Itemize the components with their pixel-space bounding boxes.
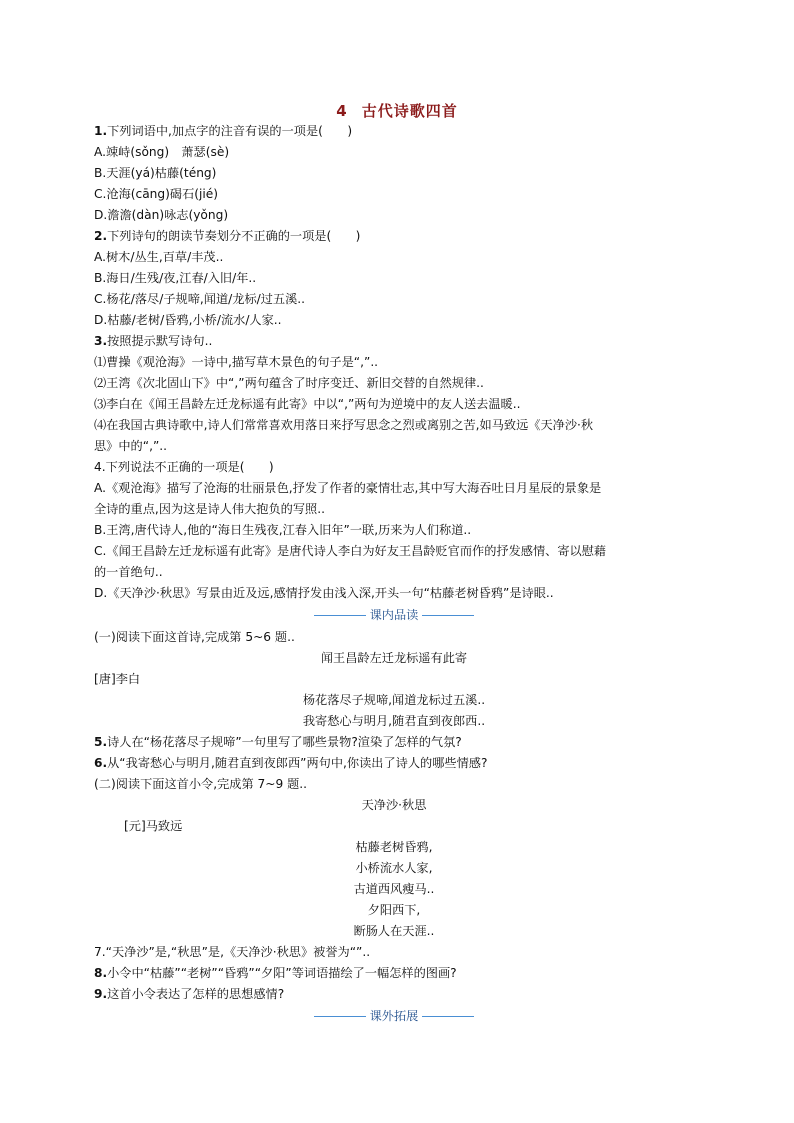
q3-item-1: ⑴曹操《观沧海》一诗中,描写草木景色的句子是“,”.. [94, 355, 379, 369]
poem2-line-1: 枯藤老树昏鸦, [355, 840, 433, 854]
q3-stem: 3.按照提示默写诗句.. [94, 334, 213, 348]
q3-item-3: ⑶李白在《闻王昌龄左迁龙标遥有此寄》中以“,”两句为逆境中的友人送去温暖.. [94, 397, 521, 411]
q1-stem: 1.下列词语中,加点字的注音有误的一项是( ) [94, 124, 353, 138]
section-heading-in-class: 课内品读 [94, 604, 694, 627]
q1-option-a: A.竦峙(sǒng) 萧瑟(sè) [94, 145, 230, 159]
q3-item-2: ⑵王湾《次北固山下》中“,”两句蕴含了时序变迁、新旧交替的自然规律.. [94, 376, 484, 390]
page-title [0, 100, 794, 121]
q2-option-d: D.枯藤/老树/昏鸦,小桥/流水/人家.. [94, 313, 282, 327]
q9: 9.这首小令表达了怎样的思想感情? [94, 987, 285, 1001]
q2-stem: 2.下列诗句的朗读节奏划分不正确的一项是( ) [94, 229, 361, 243]
q8: 8.小令中“枯藤”“老树”“昏鸦”“夕阳”等词语描绘了一幅怎样的图画? [94, 966, 457, 980]
poem2-title: 天净沙·秋思 [361, 798, 427, 812]
q1-option-c: C.沧海(cāng)碣石(jié) [94, 187, 219, 201]
q2-option-b: B.海日/生残/夜,江春/入旧/年.. [94, 271, 257, 285]
q1-option-b: B.天涯(yá)枯藤(téng) [94, 166, 217, 180]
q3-item-4-line1: ⑷在我国古典诗歌中,诗人们常常喜欢用落日来抒写思念之烈或离别之苦,如马致远《天净沙·秋 [94, 418, 594, 432]
section-line-left [314, 1016, 366, 1017]
poem2-author: [元]马致远 [124, 819, 183, 833]
poem1-line-2: 我寄愁心与明月,随君直到夜郎西.. [302, 714, 486, 728]
lesson-title: 古代诗歌四首 [361, 102, 458, 120]
section-line-left [314, 615, 366, 616]
q2-option-c: C.杨花/落尽/子规啼,闻道/龙标/过五溪.. [94, 292, 306, 306]
q1-option-d: D.澹澹(dàn)咏志(yǒng) [94, 208, 229, 222]
section-line-right [422, 1016, 474, 1017]
poem1-author: [唐]李白 [94, 672, 141, 686]
content [94, 121, 694, 1028]
section-line-right [422, 615, 474, 616]
q4-stem: 4.下列说法不正确的一项是( ) [94, 460, 274, 474]
q5: 5.诗人在“杨花落尽子规啼”一句里写了哪些景物?渲染了怎样的气氛? [94, 735, 462, 749]
poem1-title: 闻王昌龄左迁龙标遥有此寄 [320, 651, 468, 665]
q4-option-d: D.《天净沙·秋思》写景由近及远,感情抒发由浅入深,开头一句“枯藤老树昏鸦”是诗眼.. [94, 586, 554, 600]
poem2-line-5: 断肠人在天涯.. [353, 924, 435, 938]
q2-option-a: A.树木/丛生,百草/丰茂.. [94, 250, 224, 264]
q4-option-c-line1: C.《闻王昌龄左迁龙标遥有此寄》是唐代诗人李白为好友王昌龄贬官而作的抒发感情、寄以慰藉 [94, 544, 607, 558]
section-heading-extension: 课外拓展 [94, 1005, 694, 1028]
q4-option-c-line2: 的一首绝句.. [94, 565, 163, 579]
q7: 7.“天净沙”是,“秋思”是,《天净沙·秋思》被誉为“”.. [94, 945, 371, 959]
q3-item-4-line2: 思》中的“,”.. [94, 439, 167, 453]
q4-option-a-line2: 全诗的重点,因为这是诗人伟大抱负的写照.. [94, 502, 325, 516]
q4-option-a-line1: A.《观沧海》描写了沧海的壮丽景色,抒发了作者的豪情壮志,其中写大海吞吐日月星辰的景象是 [94, 481, 602, 495]
poem2-line-4: 夕阳西下, [367, 903, 421, 917]
part2-intro: (二)阅读下面这首小令,完成第 7~9 题.. [94, 777, 308, 791]
part1-intro: (一)阅读下面这首诗,完成第 5~6 题.. [94, 630, 295, 644]
poem2-line-2: 小桥流水人家, [355, 861, 433, 875]
q6: 6.从“我寄愁心与明月,随君直到夜郎西”两句中,你读出了诗人的哪些情感? [94, 756, 488, 770]
poem1-line-1: 杨花落尽子规啼,闻道龙标过五溪.. [302, 693, 486, 707]
lesson-number: 4 [336, 102, 348, 120]
poem2-line-3: 古道西风瘦马.. [353, 882, 435, 896]
q4-option-b: B.王湾,唐代诗人,他的“海日生残夜,江春入旧年”一联,历来为人们称道.. [94, 523, 472, 537]
